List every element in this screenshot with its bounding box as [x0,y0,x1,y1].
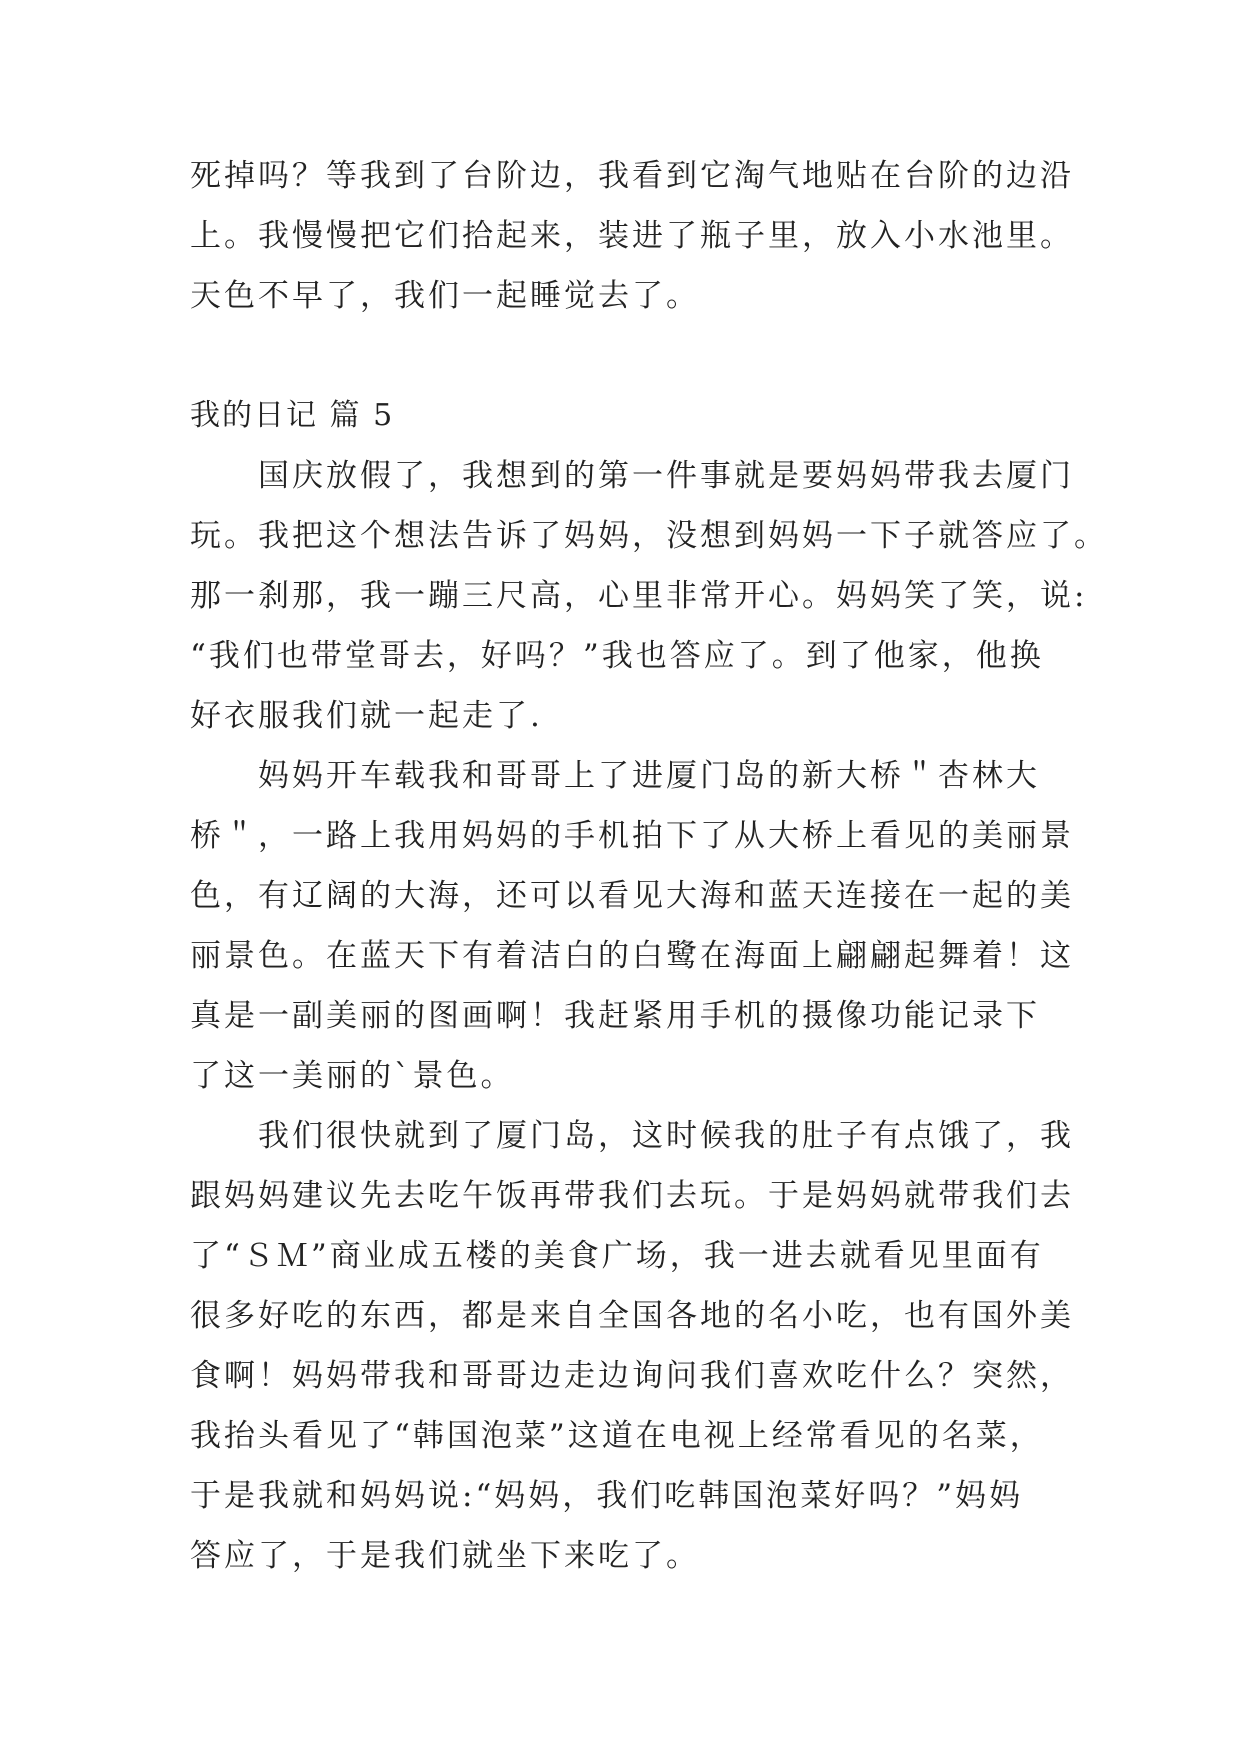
paragraph-2 [190,746,1074,1106]
text-line: 天色不早了，我们一起睡觉去了。 [190,278,700,314]
text-line: 我们很快就到了厦门岛，这时候我的肚子有点饿了，我 [258,1118,1074,1154]
text-line: “我们也带堂哥去，好吗？”我也答应了。到了他家，他换 [190,638,1044,674]
text-line: 丽景色。在蓝天下有着洁白的白鹭在海面上翩翩起舞着！这 [190,938,1074,974]
text-line: 真是一副美丽的图画啊！我赶紧用手机的摄像功能记录下 [190,998,1040,1034]
text-line: 于是我就和妈妈说:“妈妈，我们吃韩国泡菜好吗？”妈妈 [190,1478,1024,1514]
text-line: 色，有辽阔的大海，还可以看见大海和蓝天连接在一起的美 [190,878,1074,914]
section-heading-text: 我的日记 篇 5 [190,398,395,433]
section-heading [190,386,1050,446]
text-line: 上。我慢慢把它们拾起来，装进了瓶子里，放入小水池里。 [190,218,1074,254]
text-line: 我抬头看见了“韩国泡菜”这道在电视上经常看见的名菜， [190,1418,1044,1454]
text-line: 很多好吃的东西，都是来自全国各地的名小吃，也有国外美 [190,1298,1074,1334]
text-line: 国庆放假了，我想到的第一件事就是要妈妈带我去厦门 [258,458,1074,494]
text-line: 玩。我把这个想法告诉了妈妈，没想到妈妈一下子就答应了。 [190,518,1108,554]
text-line: 死掉吗？等我到了台阶边，我看到它淘气地贴在台阶的边沿 [190,158,1074,194]
text-line: 好衣服我们就一起走了. [190,698,543,734]
text-line: 跟妈妈建议先去吃午饭再带我们去玩。于是妈妈就带我们去 [190,1178,1074,1214]
text-line: 桥＂，一路上我用妈妈的手机拍下了从大桥上看见的美丽景 [190,818,1074,854]
previous-paragraph [190,146,1074,326]
paragraph-3 [190,1106,1074,1586]
text-line: 那一刹那，我一蹦三尺高，心里非常开心。妈妈笑了笑，说: [190,578,1088,614]
text-line: 妈妈开车载我和哥哥上了进厦门岛的新大桥＂杏林大 [258,758,1040,794]
text-line: 答应了，于是我们就坐下来吃了。 [190,1538,700,1574]
text-line: 了这一美丽的`景色。 [190,1058,515,1094]
text-line: 食啊！妈妈带我和哥哥边走边询问我们喜欢吃什么？突然， [190,1358,1074,1394]
paragraph-1 [190,446,1108,746]
text-line: 了“ＳＭ”商业成五楼的美食广场，我一进去就看见里面有 [190,1238,1044,1274]
